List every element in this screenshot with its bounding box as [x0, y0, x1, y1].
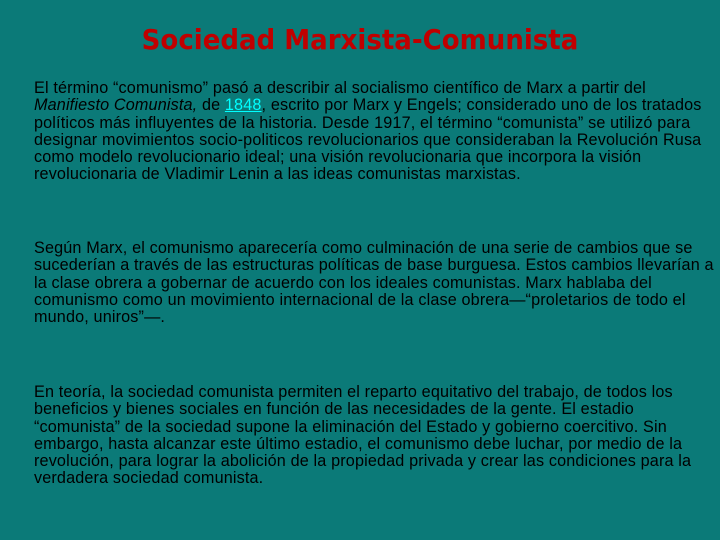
paragraph-1-text-start: El término “comunismo” pasó a describir al socialismo científico de Marx a partir del — [34, 79, 646, 97]
manifesto-title: Manifiesto Comunista, — [34, 96, 198, 115]
slide-title: Sociedad Marxista-Comunista — [141, 23, 579, 56]
year-1848-link[interactable]: 1848 — [224, 96, 262, 115]
paragraph-marx-view: Según Marx, el comunismo aparecería como culminación de una serie de cambios que se sucederían a través de las estructuras políticas de base burguesa. Estos cambios llevarían a la clase obrera a gobernar de acuerdo con los ideales comunistas. Marx hablaba del comunismo como un movimiento internacional de la clase obrera—“proletarios de todo el mundo, uniros”—. — [34, 239, 714, 327]
paragraph-1-text-end: , escrito por Marx y Engels; considerado uno de los tratados políticos más influyentes de la historia. Desde 1917, el término “comunista” se utilizó para designar movimientos socio-politicos revolucionarios que consideraban la Revolución Rusa como modelo revolucionario ideal; una visión revolucionaria que incorpora la visión revolucionaria de Vladimir Lenin a las ideas comunistas marxistas. — [34, 96, 702, 184]
paragraph-communism-term — [34, 80, 718, 184]
paragraph-communist-theory: En teoría, la sociedad comunista permiten el reparto equitativo del trabajo, de todos los beneficios y bienes sociales en función de las necesidades de la gente. El estadio “comunista” de la sociedad supone la eliminación del Estado y gobierno coercitivo. Sin embargo, hasta alcanzar este último estadio, el comunismo debe luchar, por medio de la revolución, para lograr la abolición de la propiedad privada y crear las condiciones para la verdadera sociedad comunista. — [34, 383, 692, 488]
paragraph-1-text-de: de — [197, 96, 225, 115]
